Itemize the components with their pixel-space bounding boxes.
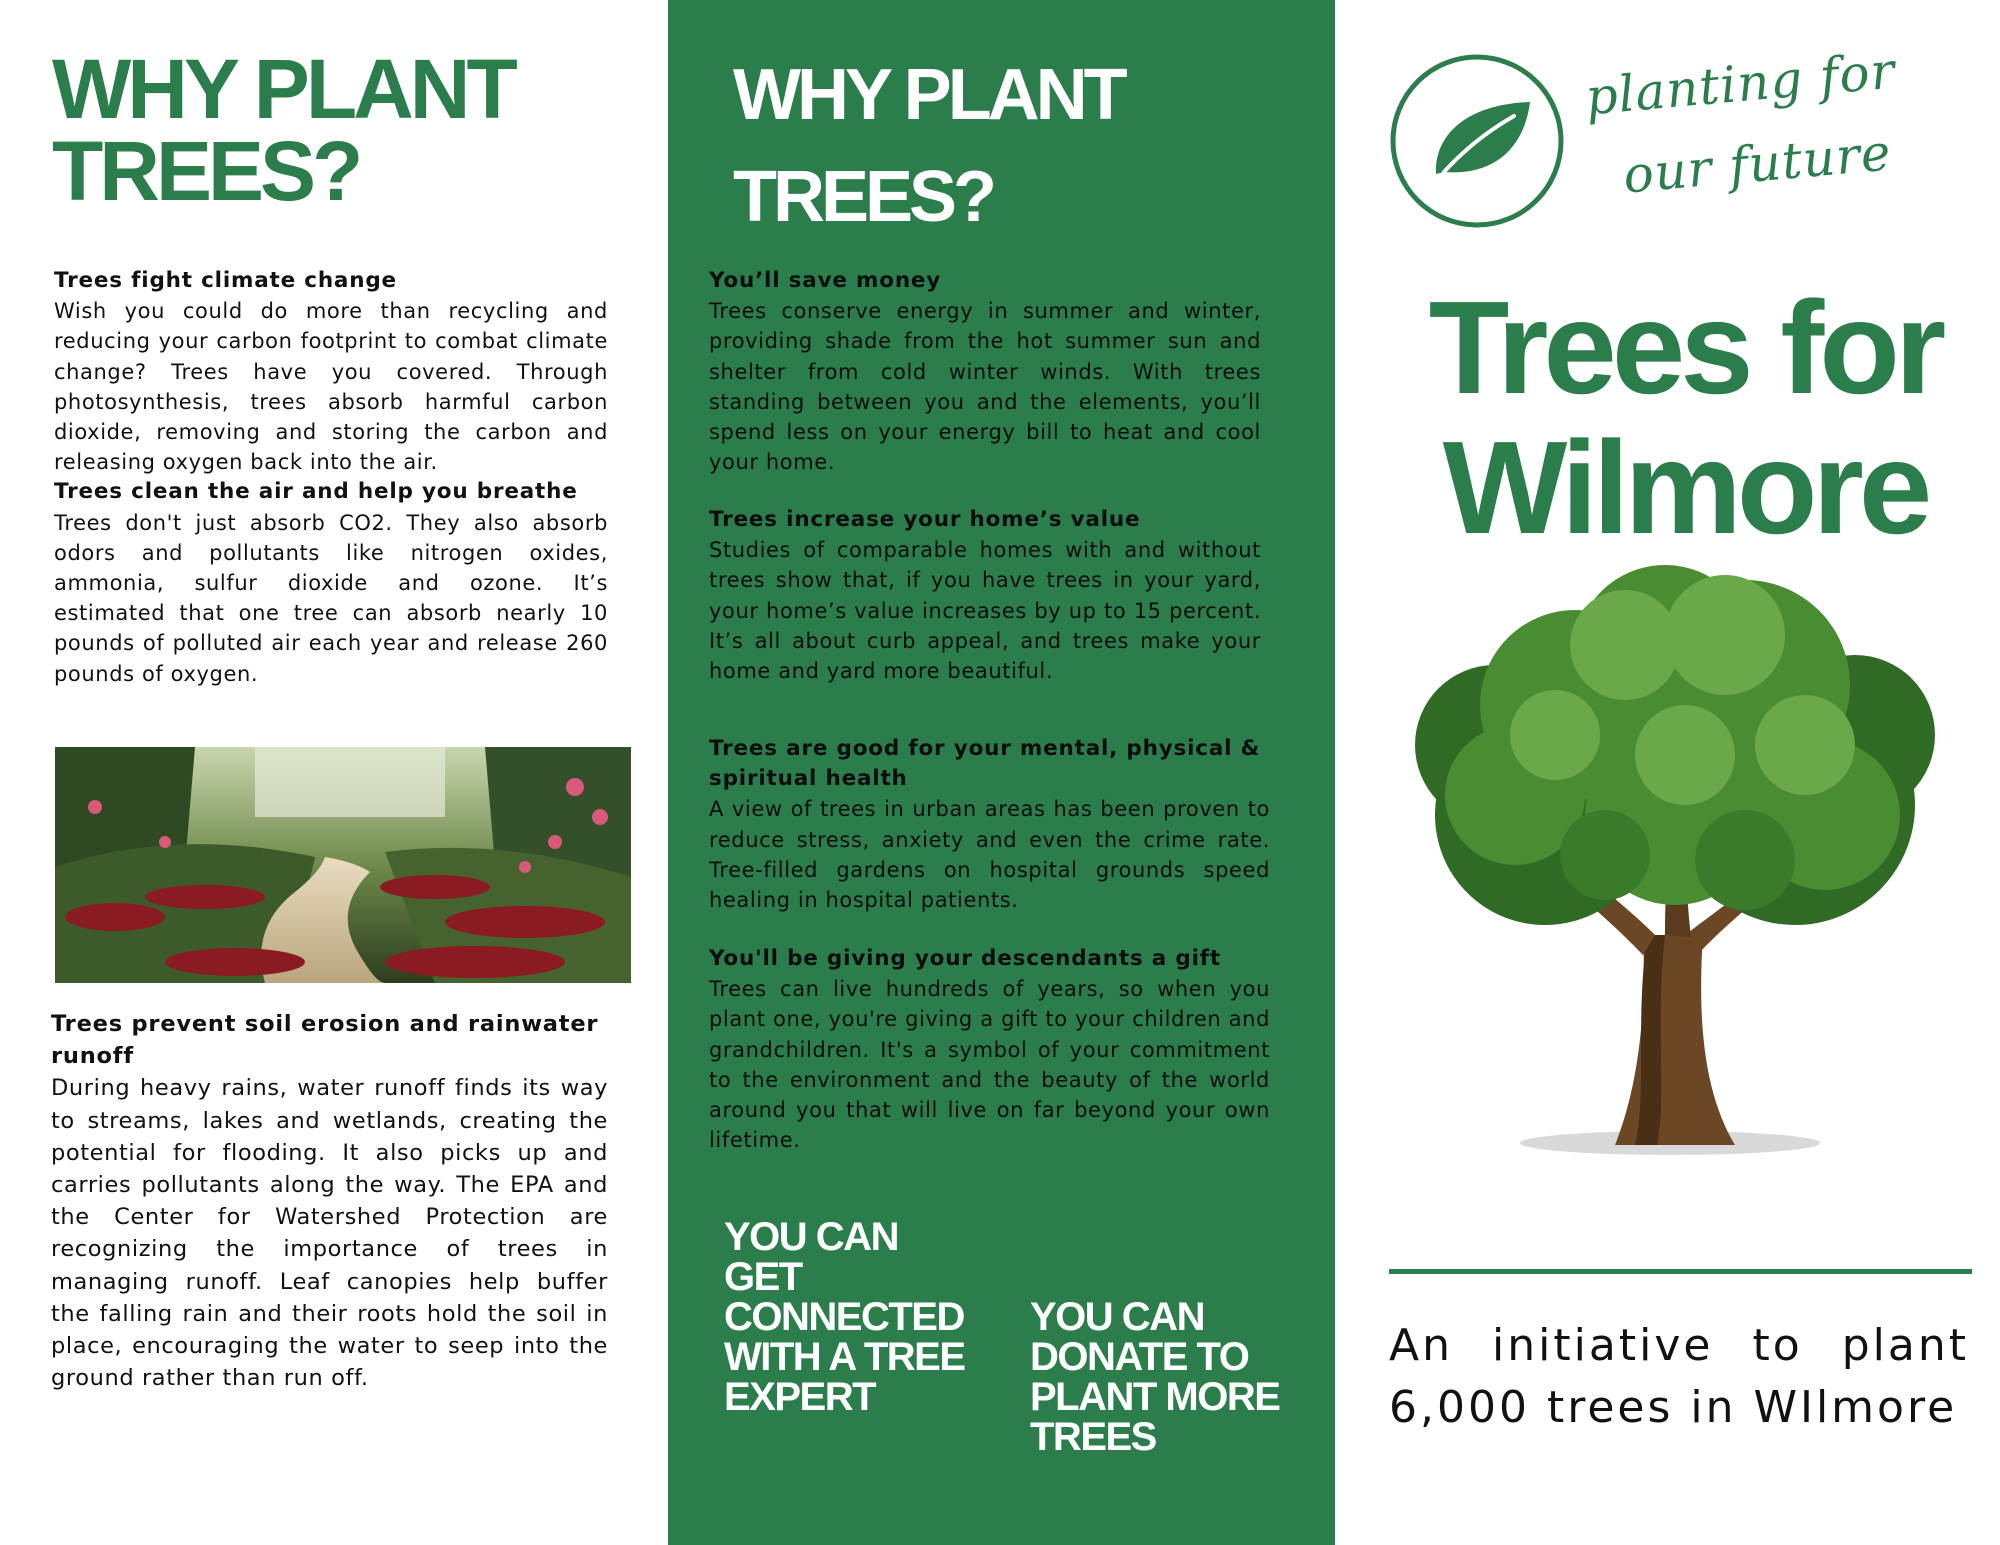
section-health <box>709 734 1270 915</box>
garden-path-photo <box>55 747 631 983</box>
section-heading-clean-air: Trees clean the air and help you breathe <box>54 479 578 505</box>
section-heading-erosion: Trees prevent soil erosion and rainwater runoff <box>51 1011 599 1070</box>
divider-rule <box>1389 1269 1972 1274</box>
middle-panel-title: WHY PLANT TREES? <box>733 55 1124 238</box>
section-body-climate: Wish you could do more than recycling and reducing your carbon footprint to combat climate change? Trees have you covered. Through photosynthesis, trees absorb harmful carbon dioxide, removing and storing the carbon and releasing oxygen back into the air. <box>54 299 608 475</box>
cta-connect-expert: YOU CAN GET CONNECTED WITH A TREE EXPERT <box>724 1215 965 1419</box>
right-panel <box>1335 0 2000 1545</box>
middle-panel <box>668 0 1335 1545</box>
section-heading-climate: Trees fight climate change <box>54 268 397 293</box>
left-text-column <box>54 266 608 689</box>
cta-donate: YOU CAN DONATE TO PLANT MORE TREES <box>1030 1295 1280 1459</box>
left-panel <box>0 0 668 1545</box>
tagline <box>1583 41 1905 235</box>
section-heading-gift: You'll be giving your descendants a gift <box>709 946 1221 971</box>
tagline-line-1: planting for <box>1583 41 1898 127</box>
left-panel-title: WHY PLANT TREES? <box>52 42 514 219</box>
garden-path-photo-art <box>55 747 631 983</box>
section-gift <box>709 944 1270 1155</box>
section-heading-health: Trees are good for your mental, physical & spiritual health <box>709 736 1261 792</box>
section-body-health: A view of trees in urban areas has been proven to reduce stress, anxiety and even the crime rate. Tree-filled gardens on hospital grounds speed healing in hospital patients. <box>709 797 1270 913</box>
section-body-gift: Trees can live hundreds of years, so when you plant one, you're giving a gift to your children and grandchildren. It's a symbol of your commitment to the environment and the beauty of the world around you that will live on far beyond your own lifetime. <box>709 977 1270 1153</box>
section-home-value <box>709 505 1261 686</box>
section-body-save-money: Trees conserve energy in summer and winter, providing shade from the hot summer sun and shelter from cold winter winds. With trees standing between you and the elements, you’ll spend less on your energy bill to heat and cool your home. <box>709 299 1261 475</box>
leaf-icon <box>1388 52 1566 230</box>
section-save-money <box>709 266 1261 477</box>
section-body-home-value: Studies of comparable homes with and without trees show that, if you have trees in your yard, your home’s value increases by up to 15 percent. It’s all about curb appeal, and trees make your home and yard more beautiful. <box>709 538 1261 684</box>
tagline-line-2: our future <box>1620 123 1894 205</box>
initiative-statement: An initiative to plant 6,000 trees in WIlmore <box>1389 1320 1969 1433</box>
oak-tree-illustration <box>1385 555 1955 1165</box>
section-heading-home-value: Trees increase your home’s value <box>709 507 1141 532</box>
left-text-column-lower <box>51 1008 608 1394</box>
section-body-clean-air: Trees don't just absorb CO2. They also absorb odors and pollutants like nitrogen oxides, ammonia, sulfur dioxide and ozone. It’s estimated that one tree can absorb nearly 10 pounds of polluted air each year and release 260 pounds of oxygen. <box>54 510 608 686</box>
section-body-erosion: During heavy rains, water runoff finds its way to streams, lakes and wetlands, creating the potential for flooding. It also picks up and carries pollutants along the way. The EPA and the Center for Watershed Protection are recognizing the importance of trees in managing runoff. Leaf canopies help buffer the falling rain and their roots hold the soil in place, encouraging the water to seep into the ground rather than run off. <box>51 1075 608 1392</box>
section-heading-save-money: You’ll save money <box>709 268 942 293</box>
brand-title: Trees for Wilmore <box>1428 274 1942 561</box>
